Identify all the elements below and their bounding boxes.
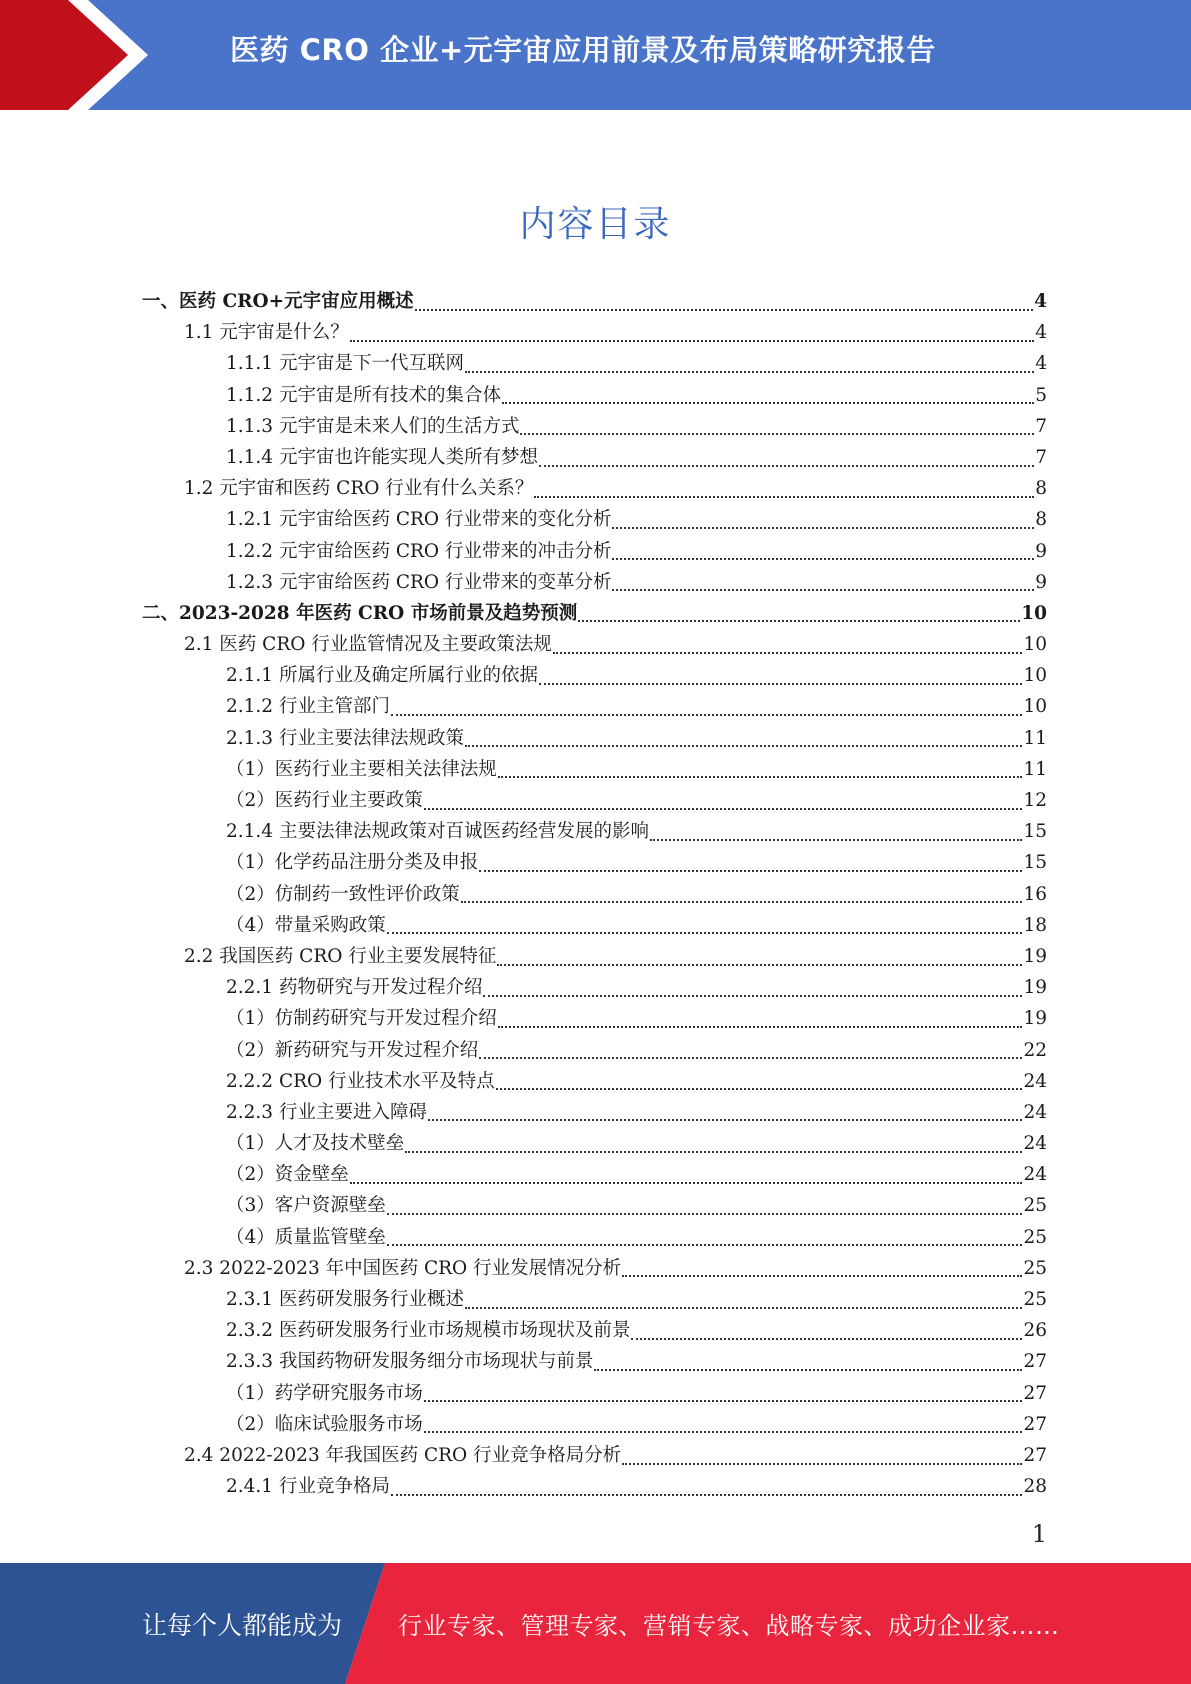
toc-entry-label: 2.3.1 医药研发服务行业概述 bbox=[226, 1289, 464, 1310]
toc-leader-dots bbox=[350, 340, 1034, 342]
toc-entry[interactable] bbox=[142, 816, 1047, 847]
toc-entry-label: 1.1.2 元宇宙是所有技术的集合体 bbox=[226, 384, 501, 406]
toc-entry-label: 2.1.4 主要法律法规政策对百诚医药经营发展的影响 bbox=[226, 821, 649, 843]
toc-entry[interactable] bbox=[142, 442, 1047, 473]
toc-entry[interactable] bbox=[142, 348, 1047, 379]
toc-entry-label: 一、医药 CRO+元宇宙应用概述 bbox=[142, 291, 414, 312]
toc-entry-page: 9 bbox=[1035, 571, 1047, 593]
toc-entry-page: 11 bbox=[1023, 758, 1047, 780]
toc-entry-page: 27 bbox=[1023, 1382, 1047, 1404]
toc-entry[interactable] bbox=[142, 754, 1047, 785]
toc-entry[interactable] bbox=[142, 1190, 1047, 1221]
toc-entry-label: 2.1 医药 CRO 行业监管情况及主要政策法规 bbox=[184, 634, 552, 656]
toc-entry[interactable] bbox=[142, 879, 1047, 910]
toc-entry-label: 2.3.3 我国药物研发服务细分市场现状与前景 bbox=[226, 1351, 594, 1373]
toc-entry[interactable] bbox=[142, 1035, 1047, 1066]
toc-entry-label: （4）带量采购政策 bbox=[226, 914, 386, 936]
toc-leader-dots bbox=[612, 589, 1034, 591]
toc-leader-dots bbox=[650, 839, 1022, 841]
toc-entry-label: 2.2.3 行业主要进入障碍 bbox=[226, 1101, 427, 1123]
toc-entry-page: 8 bbox=[1035, 509, 1047, 531]
toc-entry[interactable] bbox=[142, 1315, 1047, 1346]
page-header bbox=[0, 0, 1191, 110]
toc-leader-dots bbox=[534, 496, 1034, 498]
toc-entry-label: 1.1.1 元宇宙是下一代互联网 bbox=[226, 353, 464, 375]
toc-entry[interactable] bbox=[142, 1097, 1047, 1128]
toc-entry[interactable] bbox=[142, 723, 1047, 754]
toc-leader-dots bbox=[502, 402, 1034, 404]
toc-entry[interactable] bbox=[142, 1003, 1047, 1034]
toc-leader-dots bbox=[479, 870, 1022, 872]
toc-entry[interactable] bbox=[142, 380, 1047, 411]
toc-entry-label: 2.1.3 行业主要法律法规政策 bbox=[226, 727, 464, 749]
toc-entry[interactable] bbox=[142, 536, 1047, 567]
toc-entry-label: 2.3.2 医药研发服务行业市场规模市场现状及前景 bbox=[226, 1320, 631, 1342]
toc-entry-page: 7 bbox=[1035, 446, 1047, 468]
toc-leader-dots bbox=[424, 1400, 1023, 1402]
toc-leader-dots bbox=[497, 964, 1022, 966]
toc-heading: 内容目录 bbox=[519, 204, 672, 245]
toc-entry[interactable] bbox=[142, 598, 1047, 629]
toc-entry-label: （1）化学药品注册分类及申报 bbox=[226, 852, 479, 874]
toc-leader-dots bbox=[622, 1463, 1022, 1465]
toc-entry-page: 24 bbox=[1023, 1133, 1047, 1155]
page-number: 1 bbox=[1031, 1520, 1047, 1548]
toc-entry[interactable] bbox=[142, 1471, 1047, 1502]
toc-entry-label: （1）人才及技术壁垒 bbox=[226, 1133, 405, 1155]
toc-leader-dots bbox=[424, 1431, 1023, 1433]
toc-entry[interactable] bbox=[142, 910, 1047, 941]
toc-entry[interactable] bbox=[142, 847, 1047, 878]
toc-entry[interactable] bbox=[142, 473, 1047, 504]
toc-entry-page: 26 bbox=[1023, 1320, 1047, 1342]
toc-leader-dots bbox=[428, 1119, 1022, 1121]
toc-entry-label: 2.2.2 CRO 行业技术水平及特点 bbox=[226, 1070, 495, 1092]
toc-entry-page: 25 bbox=[1023, 1257, 1047, 1279]
toc-entry-page: 10 bbox=[1023, 634, 1047, 656]
toc-entry[interactable] bbox=[142, 660, 1047, 691]
toc-entry-page: 24 bbox=[1023, 1164, 1047, 1186]
toc-entry-label: （1）医药行业主要相关法律法规 bbox=[226, 758, 497, 780]
toc-leader-dots bbox=[415, 309, 1033, 311]
toc-entry[interactable] bbox=[142, 1440, 1047, 1471]
toc-entry[interactable] bbox=[142, 941, 1047, 972]
toc-entry[interactable] bbox=[142, 1284, 1047, 1315]
toc-entry-page: 16 bbox=[1023, 883, 1047, 905]
toc-entry[interactable] bbox=[142, 1346, 1047, 1377]
report-title: 医药 CRO 企业+元宇宙应用前景及布局策略研究报告 bbox=[230, 33, 936, 67]
toc-entry-page: 10 bbox=[1023, 665, 1047, 687]
toc-leader-dots bbox=[539, 683, 1022, 685]
toc-entry[interactable] bbox=[142, 411, 1047, 442]
toc-entry-page: 15 bbox=[1023, 821, 1047, 843]
toc-leader-dots bbox=[612, 527, 1034, 529]
toc-entry-label: 2.1.1 所属行业及确定所属行业的依据 bbox=[226, 665, 538, 687]
toc-entry-page: 15 bbox=[1023, 852, 1047, 874]
toc-entry-label: 二、2023-2028 年医药 CRO 市场前景及趋势预测 bbox=[142, 602, 578, 624]
page-footer bbox=[0, 1563, 1191, 1684]
toc-leader-dots bbox=[612, 558, 1034, 560]
toc-leader-dots bbox=[498, 776, 1023, 778]
footer-slogan-left: 让每个人都能成为 bbox=[142, 1611, 343, 1640]
toc-entry[interactable] bbox=[142, 1409, 1047, 1440]
toc-entry-page: 4 bbox=[1035, 322, 1047, 344]
toc-entry[interactable] bbox=[142, 629, 1047, 660]
toc-entry-page: 28 bbox=[1023, 1476, 1047, 1498]
toc-entry-label: 2.2.1 药物研究与开发过程介绍 bbox=[226, 977, 483, 999]
toc-entry-label: 2.4.1 行业竞争格局 bbox=[226, 1476, 390, 1498]
toc-leader-dots bbox=[553, 652, 1023, 654]
toc-entry[interactable] bbox=[142, 1066, 1047, 1097]
toc-leader-dots bbox=[465, 371, 1034, 373]
toc-entry-label: 1.1.4 元宇宙也许能实现人类所有梦想 bbox=[226, 446, 538, 468]
toc-entry-label: （2）新药研究与开发过程介绍 bbox=[226, 1039, 479, 1061]
toc-entry-page: 4 bbox=[1035, 353, 1047, 375]
toc-entry-label: 2.1.2 行业主管部门 bbox=[226, 696, 390, 718]
toc-entry-label: （2）医药行业主要政策 bbox=[226, 790, 423, 811]
toc-entry-label: （2）临床试验服务市场 bbox=[226, 1413, 423, 1435]
toc-entry-label: 1.2 元宇宙和医药 CRO 行业有什么关系？ bbox=[184, 478, 534, 500]
toc-leader-dots bbox=[391, 1494, 1022, 1496]
toc-leader-dots bbox=[578, 620, 1020, 622]
toc-leader-dots bbox=[465, 1307, 1022, 1309]
toc-leader-dots bbox=[631, 1338, 1022, 1340]
toc-entry[interactable] bbox=[142, 1253, 1047, 1284]
toc-entry-page: 25 bbox=[1023, 1226, 1047, 1248]
toc-entry[interactable] bbox=[142, 1128, 1047, 1159]
toc-entry-label: （4）质量监管壁垒 bbox=[226, 1226, 386, 1248]
toc-entry-page: 18 bbox=[1023, 914, 1047, 936]
toc-entry-label: 1.1.3 元宇宙是未来人们的生活方式 bbox=[226, 415, 520, 437]
footer-slogan-right: 行业专家、管理专家、营销专家、战略专家、成功企业家…… bbox=[398, 1612, 1060, 1640]
toc-entry-label: 1.1 元宇宙是什么？ bbox=[184, 322, 349, 344]
toc-leader-dots bbox=[622, 1275, 1022, 1277]
toc-entry-page: 11 bbox=[1023, 727, 1047, 749]
toc-entry-page: 19 bbox=[1023, 977, 1047, 999]
toc-leader-dots bbox=[496, 1088, 1023, 1090]
toc-entry-page: 7 bbox=[1035, 415, 1047, 437]
toc-entry-page: 4 bbox=[1034, 291, 1047, 312]
toc-entry-page: 19 bbox=[1023, 945, 1047, 967]
toc-entry-page: 19 bbox=[1023, 1008, 1047, 1030]
toc-leader-dots bbox=[350, 1182, 1023, 1184]
toc-entry-page: 9 bbox=[1035, 540, 1047, 562]
toc-leader-dots bbox=[424, 808, 1023, 810]
toc-entry-label: （2）仿制药一致性评价政策 bbox=[226, 883, 460, 905]
toc-entry-page: 22 bbox=[1023, 1039, 1047, 1061]
toc-entry-label: 2.2 我国医药 CRO 行业主要发展特征 bbox=[184, 945, 497, 967]
toc-entry[interactable] bbox=[142, 1378, 1047, 1409]
toc-entry-page: 27 bbox=[1023, 1413, 1047, 1435]
toc-entry[interactable] bbox=[142, 504, 1047, 535]
toc-leader-dots bbox=[479, 1057, 1022, 1059]
toc-entry-label: 2.4 2022-2023 年我国医药 CRO 行业竞争格局分析 bbox=[184, 1444, 622, 1466]
toc-leader-dots bbox=[387, 1244, 1023, 1246]
toc-leader-dots bbox=[483, 995, 1022, 997]
toc-leader-dots bbox=[461, 901, 1023, 903]
toc-entry-page: 10 bbox=[1023, 696, 1047, 718]
toc-entry-page: 24 bbox=[1023, 1070, 1047, 1092]
toc-entry-label: （1）仿制药研究与开发过程介绍 bbox=[226, 1008, 497, 1030]
toc-leader-dots bbox=[387, 1213, 1023, 1215]
toc-leader-dots bbox=[405, 1151, 1022, 1153]
toc-leader-dots bbox=[465, 745, 1022, 747]
toc-leader-dots bbox=[594, 1369, 1022, 1371]
toc-entry-page: 25 bbox=[1023, 1289, 1047, 1310]
toc-leader-dots bbox=[520, 433, 1034, 435]
toc-entry-page: 5 bbox=[1035, 384, 1047, 406]
toc-entry[interactable] bbox=[142, 317, 1047, 348]
toc-entry[interactable] bbox=[142, 785, 1047, 816]
toc-entry-label: 1.2.1 元宇宙给医药 CRO 行业带来的变化分析 bbox=[226, 509, 612, 531]
toc-entry-page: 27 bbox=[1023, 1444, 1047, 1466]
toc-leader-dots bbox=[498, 1026, 1023, 1028]
toc-leader-dots bbox=[387, 932, 1023, 934]
toc-entry-label: （3）客户资源壁垒 bbox=[226, 1195, 386, 1217]
toc-entry-page: 24 bbox=[1023, 1101, 1047, 1123]
toc-entry-page: 10 bbox=[1021, 602, 1047, 624]
toc-entry-label: 1.2.3 元宇宙给医药 CRO 行业带来的变革分析 bbox=[226, 571, 612, 593]
toc-entry-label: 2.3 2022-2023 年中国医药 CRO 行业发展情况分析 bbox=[184, 1257, 622, 1279]
toc-entry[interactable] bbox=[142, 286, 1047, 317]
table-of-contents bbox=[142, 286, 1047, 1502]
toc-entry[interactable] bbox=[142, 1159, 1047, 1190]
toc-entry-page: 8 bbox=[1035, 478, 1047, 500]
toc-entry-page: 12 bbox=[1023, 790, 1047, 811]
toc-entry[interactable] bbox=[142, 567, 1047, 598]
toc-leader-dots bbox=[539, 465, 1034, 467]
toc-entry-label: 1.2.2 元宇宙给医药 CRO 行业带来的冲击分析 bbox=[226, 540, 612, 562]
toc-entry-label: （2）资金壁垒 bbox=[226, 1164, 349, 1186]
toc-entry-label: （1）药学研究服务市场 bbox=[226, 1382, 423, 1404]
toc-entry[interactable] bbox=[142, 1222, 1047, 1253]
toc-entry-page: 27 bbox=[1023, 1351, 1047, 1373]
toc-entry[interactable] bbox=[142, 972, 1047, 1003]
toc-entry-page: 25 bbox=[1023, 1195, 1047, 1217]
toc-entry[interactable] bbox=[142, 691, 1047, 722]
toc-leader-dots bbox=[391, 714, 1022, 716]
